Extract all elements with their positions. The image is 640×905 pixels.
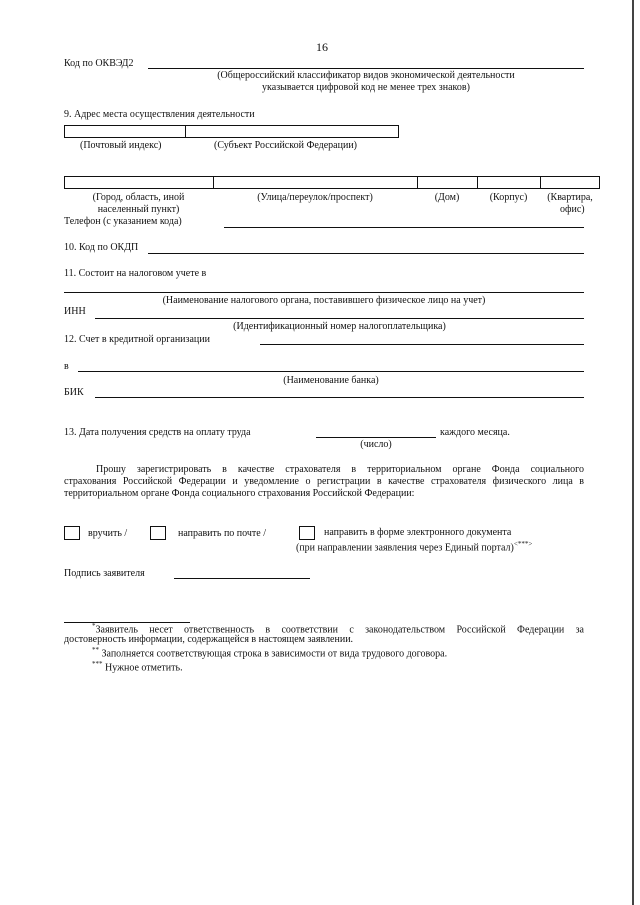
okdp-label: 10. Код по ОКДП bbox=[64, 242, 139, 253]
request-line-2: страхования Российской Федерации и уведомление о регистрации в качестве страхователя физического лица в bbox=[64, 476, 584, 487]
building-caption: (Корпус) bbox=[489, 192, 528, 203]
footnote-2-text: Заполняется соответствующая строка в зависимости от вида трудового договора. bbox=[101, 648, 448, 660]
inn-input-line[interactable] bbox=[95, 318, 584, 319]
signature-line[interactable] bbox=[174, 578, 310, 579]
footnote-3 bbox=[92, 660, 183, 673]
inn-label: ИНН bbox=[64, 306, 86, 317]
tax-caption: (Наименование налогового органа, поставившего физическое лицо на учет) bbox=[162, 295, 486, 306]
subject-caption: (Субъект Российской Федерации) bbox=[214, 140, 358, 151]
house-cell[interactable] bbox=[418, 177, 478, 188]
footnote-1-line-2: достоверность информации, содержащейся в настоящем заявлении. bbox=[64, 634, 354, 645]
bik-input-line[interactable] bbox=[95, 397, 584, 398]
footnote-2 bbox=[92, 646, 447, 659]
bank-heading: 12. Счет в кредитной организации bbox=[64, 334, 210, 345]
send-electronic-note-mark: <***> bbox=[513, 540, 533, 548]
house-caption: (Дом) bbox=[434, 192, 460, 203]
street-cell[interactable] bbox=[214, 177, 418, 188]
bank-caption: (Наименование банка) bbox=[283, 375, 379, 386]
city-cell[interactable] bbox=[65, 177, 214, 188]
okved-label: Код по ОКВЭД2 bbox=[64, 58, 134, 69]
salary-date-line[interactable] bbox=[316, 437, 436, 438]
footnote-1-text: Заявитель несет ответственность в соответствии с законодательством Российской Федерации за bbox=[95, 624, 584, 636]
footnote-3-mark: *** bbox=[92, 660, 103, 668]
salary-heading: 13. Дата получения средств на оплату труда bbox=[64, 427, 251, 438]
salary-suffix: каждого месяца. bbox=[440, 427, 510, 438]
okdp-input-line[interactable] bbox=[148, 253, 584, 254]
signature-label: Подпись заявителя bbox=[64, 568, 145, 579]
send-by-post-label: направить по почте / bbox=[178, 528, 267, 539]
deliver-in-person-checkbox[interactable] bbox=[64, 526, 80, 540]
address-grid[interactable] bbox=[64, 176, 600, 189]
send-electronic-checkbox[interactable] bbox=[299, 526, 315, 540]
send-electronic-note bbox=[296, 540, 532, 553]
salary-caption: (число) bbox=[360, 439, 392, 450]
send-electronic-note-text: (при направлении заявления через Единый портал) bbox=[296, 542, 514, 554]
bik-label: БИК bbox=[64, 387, 84, 398]
okved-caption-2: указывается цифровой код не менее трех знаков) bbox=[262, 82, 470, 93]
phone-label: Телефон (с указанием кода) bbox=[64, 216, 182, 227]
bank-name-line[interactable] bbox=[78, 371, 584, 372]
inn-caption: (Идентификационный номер налогоплательщика) bbox=[233, 321, 446, 332]
bank-in-label: в bbox=[64, 361, 69, 372]
tax-heading: 11. Состоит на налоговом учете в bbox=[64, 268, 207, 279]
page-number: 16 bbox=[316, 40, 328, 54]
okved-caption-1: (Общероссийский классификатор видов экономической деятельности bbox=[217, 70, 515, 81]
city-caption: (Город, область, иной bbox=[92, 192, 185, 203]
okved-input-line[interactable] bbox=[148, 68, 584, 69]
street-caption: (Улица/переулок/проспект) bbox=[257, 192, 373, 203]
tax-input-line[interactable] bbox=[64, 292, 584, 293]
deliver-in-person-label: вручить / bbox=[88, 528, 128, 539]
footnote-2-mark: ** bbox=[92, 646, 99, 654]
address-heading: 9. Адрес места осуществления деятельности bbox=[64, 109, 255, 120]
building-cell[interactable] bbox=[478, 177, 541, 188]
postal-index-cell[interactable] bbox=[65, 126, 186, 137]
send-by-post-checkbox[interactable] bbox=[150, 526, 166, 540]
footnote-3-text: Нужное отметить. bbox=[105, 662, 183, 674]
apartment-caption-2: офис) bbox=[560, 204, 585, 215]
postal-subject-grid[interactable] bbox=[64, 125, 399, 138]
request-line-1: Прошу зарегистрировать в качестве страхователя в территориальном органе Фонда социального bbox=[96, 464, 584, 475]
request-line-3: территориальном органе Фонда социального страхования Российской Федерации: bbox=[64, 488, 415, 499]
phone-input-line[interactable] bbox=[224, 227, 584, 228]
apartment-caption: (Квартира, bbox=[547, 192, 593, 203]
bank-account-line[interactable] bbox=[260, 344, 584, 345]
city-caption-2: населенный пункт) bbox=[97, 204, 180, 215]
send-electronic-label: направить в форме электронного документа bbox=[324, 527, 512, 538]
postal-index-caption: (Почтовый индекс) bbox=[80, 140, 162, 151]
footnote-1-mark: * bbox=[92, 622, 96, 630]
